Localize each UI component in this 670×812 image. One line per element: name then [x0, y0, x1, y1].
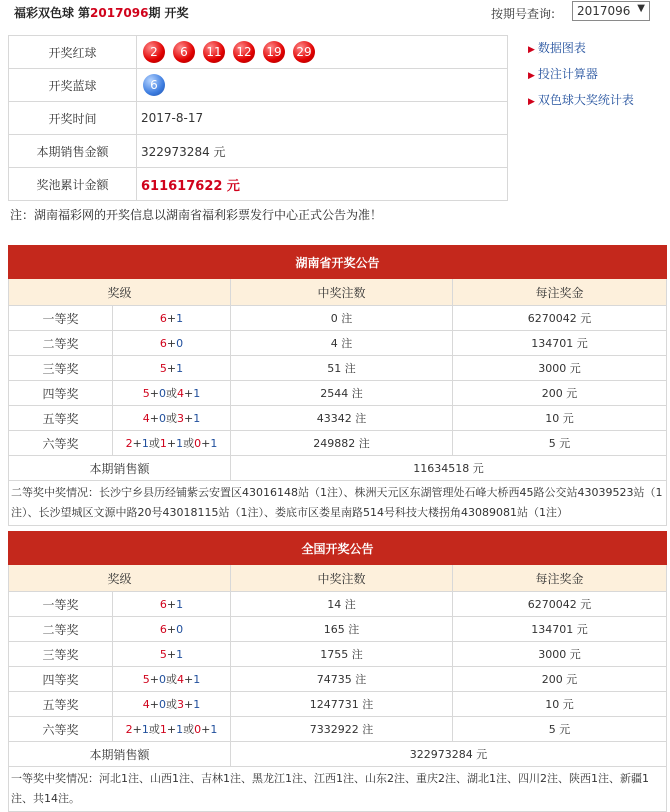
condition-part: + — [184, 412, 194, 425]
sales-label: 本期销售额 — [9, 456, 231, 481]
condition-part: 6 — [159, 311, 167, 325]
draw-info-table — [8, 35, 508, 201]
table-row — [9, 592, 667, 617]
blue-ball: 6 — [143, 74, 165, 96]
prize-level: 五等奖 — [9, 406, 113, 431]
condition-part: 或 — [183, 723, 195, 736]
table-row — [9, 617, 667, 642]
condition-part: 1 — [159, 723, 167, 736]
link-jackpot-stats[interactable] — [528, 91, 634, 117]
condition-part: 1 — [176, 437, 184, 450]
first-prize-details: 一等奖中奖情况：河北1注、山西1注、吉林1注、黑龙江1注、江西1注、山东2注、重庆2注、湖北1注、四川2注、陕西1注、新疆1注、共14注。 — [9, 767, 667, 812]
prize-amount: 134701 元 — [453, 617, 667, 642]
condition-part: 1 — [159, 437, 167, 450]
jackpot-amount: 611617622 元 — [141, 178, 240, 194]
link-bet-calculator[interactable] — [528, 65, 634, 91]
draw-time-label: 开奖时间 — [9, 102, 137, 135]
winner-count: 2544 注 — [231, 381, 453, 406]
prize-level: 二等奖 — [9, 331, 113, 356]
winning-condition — [113, 692, 231, 717]
condition-part: 5 — [142, 673, 150, 686]
jackpot-cell — [137, 168, 508, 201]
link-data-chart[interactable] — [528, 39, 634, 65]
chevron-down-icon: ▼ — [637, 3, 645, 14]
condition-part: + — [184, 387, 194, 400]
page-title — [14, 4, 193, 21]
condition-part: 1 — [176, 311, 184, 325]
condition-part: 5 — [159, 647, 167, 661]
condition-part: + — [149, 673, 159, 686]
red-balls-label: 开奖红球 — [9, 36, 137, 69]
prize-level: 六等奖 — [9, 717, 113, 742]
prize-level: 六等奖 — [9, 431, 113, 456]
condition-part: 3 — [177, 412, 184, 425]
prize-amount: 5 元 — [453, 717, 667, 742]
winning-condition — [113, 431, 231, 456]
condition-part: 1 — [176, 723, 184, 736]
table-row — [9, 356, 667, 381]
triangle-right-icon: ▶ — [528, 97, 535, 107]
condition-part: 4 — [177, 387, 184, 400]
condition-part: 1 — [141, 723, 149, 736]
prize-amount: 3000 元 — [453, 356, 667, 381]
sales-value: 322973284 元 — [231, 742, 667, 767]
hunan-prize-table — [8, 245, 667, 526]
table-row — [9, 431, 667, 456]
prize-level: 一等奖 — [9, 592, 113, 617]
condition-part: + — [166, 361, 177, 375]
prize-amount: 3000 元 — [453, 642, 667, 667]
condition-part: + — [149, 698, 159, 711]
condition-part: 1 — [193, 698, 201, 711]
condition-part: 1 — [176, 361, 184, 375]
red-ball: 2 — [143, 41, 165, 63]
winning-condition — [113, 331, 231, 356]
jackpot-label: 奖池累计金额 — [9, 168, 137, 201]
condition-part: 5 — [159, 361, 167, 375]
condition-part: + — [149, 412, 159, 425]
winner-count: 7332922 注 — [231, 717, 453, 742]
condition-part: + — [166, 336, 177, 350]
condition-part: 1 — [210, 437, 218, 450]
red-ball: 6 — [173, 41, 195, 63]
prize-level: 二等奖 — [9, 617, 113, 642]
disclaimer-note: 注：湖南福彩网的开奖信息以湖南省福利彩票发行中心正式公告为准！ — [10, 208, 383, 222]
prize-level: 三等奖 — [9, 642, 113, 667]
title-issue-prefix: 第 — [78, 6, 91, 20]
issue-select-value: 2017096 — [577, 4, 631, 18]
red-ball: 12 — [233, 41, 255, 63]
blue-ball-label: 开奖蓝球 — [9, 69, 137, 102]
link-label: 数据图表 — [537, 41, 586, 55]
prize-amount: 6270042 元 — [453, 306, 667, 331]
table-row — [9, 331, 667, 356]
prize-level: 一等奖 — [9, 306, 113, 331]
condition-part: 或 — [148, 437, 160, 450]
condition-part: 6 — [159, 336, 167, 350]
condition-part: 0 — [159, 673, 166, 686]
draw-time: 2017-8-17 — [137, 102, 508, 135]
prize-amount: 200 元 — [453, 667, 667, 692]
condition-part: 0 — [159, 412, 166, 425]
red-ball: 29 — [293, 41, 315, 63]
condition-part: 或 — [166, 387, 177, 400]
table-row — [9, 642, 667, 667]
condition-part: 0 — [176, 622, 184, 636]
condition-part: + — [201, 437, 211, 450]
condition-part: 1 — [210, 723, 218, 736]
table-row — [9, 717, 667, 742]
winner-count: 0 注 — [231, 306, 453, 331]
title-suffix: 开奖 — [164, 6, 189, 20]
winner-count: 1247731 注 — [231, 692, 453, 717]
condition-part: 0 — [194, 723, 202, 736]
table-row — [9, 667, 667, 692]
table-row — [9, 306, 667, 331]
prize-level: 四等奖 — [9, 667, 113, 692]
title-issue-number: 2017096 — [90, 6, 149, 20]
triangle-right-icon: ▶ — [528, 45, 535, 55]
condition-part: 或 — [166, 698, 177, 711]
second-prize-details: 二等奖中奖情况：长沙宁乡县历经铺紫云安置区43016148站（1注）、株洲天元区东湖管理处石峰大桥西45路公交站43039523站（1注）、长沙望城区文源中路20号43018115站（1注）、娄底市区娄星南路514号科技大楼拐角43089081站（1注） — [9, 481, 667, 526]
prize-amount: 6270042 元 — [453, 592, 667, 617]
prize-level: 四等奖 — [9, 381, 113, 406]
title-lottery-name: 福彩双色球 — [14, 6, 75, 20]
sales-amount-label: 本期销售金额 — [9, 135, 137, 168]
condition-part: + — [132, 723, 142, 736]
condition-part: 1 — [193, 412, 201, 425]
winner-count: 51 注 — [231, 356, 453, 381]
issue-query-label: 按期号查询: — [491, 7, 556, 21]
condition-part: 1 — [176, 597, 184, 611]
winning-condition — [113, 406, 231, 431]
prize-level: 三等奖 — [9, 356, 113, 381]
col-header-level: 奖级 — [9, 279, 231, 306]
winning-condition — [113, 592, 231, 617]
winner-count: 165 注 — [231, 617, 453, 642]
condition-part: + — [166, 647, 177, 661]
condition-part: 1 — [193, 387, 201, 400]
condition-part: 1 — [176, 647, 184, 661]
winner-count: 4 注 — [231, 331, 453, 356]
red-ball: 11 — [203, 41, 225, 63]
condition-part: 或 — [148, 723, 160, 736]
triangle-right-icon: ▶ — [528, 71, 535, 81]
prize-amount: 200 元 — [453, 381, 667, 406]
winning-condition — [113, 717, 231, 742]
condition-part: 0 — [159, 698, 166, 711]
condition-part: 3 — [177, 698, 184, 711]
condition-part: 0 — [176, 336, 184, 350]
condition-part: 4 — [177, 673, 184, 686]
condition-part: + — [132, 437, 142, 450]
title-issue-suffix: 期 — [148, 6, 161, 20]
link-label: 双色球大奖统计表 — [537, 93, 634, 107]
table-row — [9, 406, 667, 431]
condition-part: 1 — [141, 437, 149, 450]
red-balls — [137, 36, 508, 69]
national-table-caption: 全国开奖公告 — [9, 532, 667, 565]
col-header-level: 奖级 — [9, 565, 231, 592]
condition-part: + — [201, 723, 211, 736]
winning-condition — [113, 356, 231, 381]
prize-level: 五等奖 — [9, 692, 113, 717]
blue-ball-cell — [137, 69, 508, 102]
winner-count: 14 注 — [231, 592, 453, 617]
condition-part: 或 — [166, 412, 177, 425]
condition-part: + — [166, 437, 177, 450]
winning-condition — [113, 306, 231, 331]
col-header-prize: 每注奖金 — [453, 565, 667, 592]
condition-part: 2 — [125, 723, 133, 736]
condition-part: + — [166, 597, 177, 611]
condition-part: 2 — [125, 437, 133, 450]
link-label: 投注计算器 — [537, 67, 598, 81]
condition-part: + — [166, 622, 177, 636]
sales-amount: 322973284 元 — [137, 135, 508, 168]
national-prize-table — [8, 531, 667, 812]
winner-count: 1755 注 — [231, 642, 453, 667]
winning-condition — [113, 381, 231, 406]
condition-part: 或 — [183, 437, 195, 450]
condition-part: 0 — [194, 437, 202, 450]
sales-value: 11634518 元 — [231, 456, 667, 481]
condition-part: 0 — [159, 387, 166, 400]
winning-condition — [113, 642, 231, 667]
condition-part: + — [149, 387, 159, 400]
condition-part: 或 — [166, 673, 177, 686]
winner-count: 74735 注 — [231, 667, 453, 692]
table-row — [9, 692, 667, 717]
sales-label: 本期销售额 — [9, 742, 231, 767]
red-ball: 19 — [263, 41, 285, 63]
prize-amount: 134701 元 — [453, 331, 667, 356]
condition-part: + — [166, 311, 177, 325]
col-header-prize: 每注奖金 — [453, 279, 667, 306]
col-header-count: 中奖注数 — [231, 565, 453, 592]
winner-count: 249882 注 — [231, 431, 453, 456]
winner-count: 43342 注 — [231, 406, 453, 431]
side-links — [528, 39, 634, 117]
condition-part: 6 — [159, 622, 167, 636]
prize-amount: 5 元 — [453, 431, 667, 456]
condition-part: 4 — [142, 698, 150, 711]
prize-amount: 10 元 — [453, 692, 667, 717]
condition-part: 1 — [193, 673, 201, 686]
hunan-table-caption: 湖南省开奖公告 — [9, 246, 667, 279]
col-header-count: 中奖注数 — [231, 279, 453, 306]
condition-part: 6 — [159, 597, 167, 611]
prize-amount: 10 元 — [453, 406, 667, 431]
top-bar — [0, 0, 670, 24]
winning-condition — [113, 667, 231, 692]
condition-part: 4 — [142, 412, 150, 425]
condition-part: + — [184, 673, 194, 686]
table-row — [9, 381, 667, 406]
condition-part: + — [184, 698, 194, 711]
condition-part: 5 — [142, 387, 150, 400]
winning-condition — [113, 617, 231, 642]
issue-select[interactable] — [572, 1, 650, 21]
condition-part: + — [166, 723, 177, 736]
